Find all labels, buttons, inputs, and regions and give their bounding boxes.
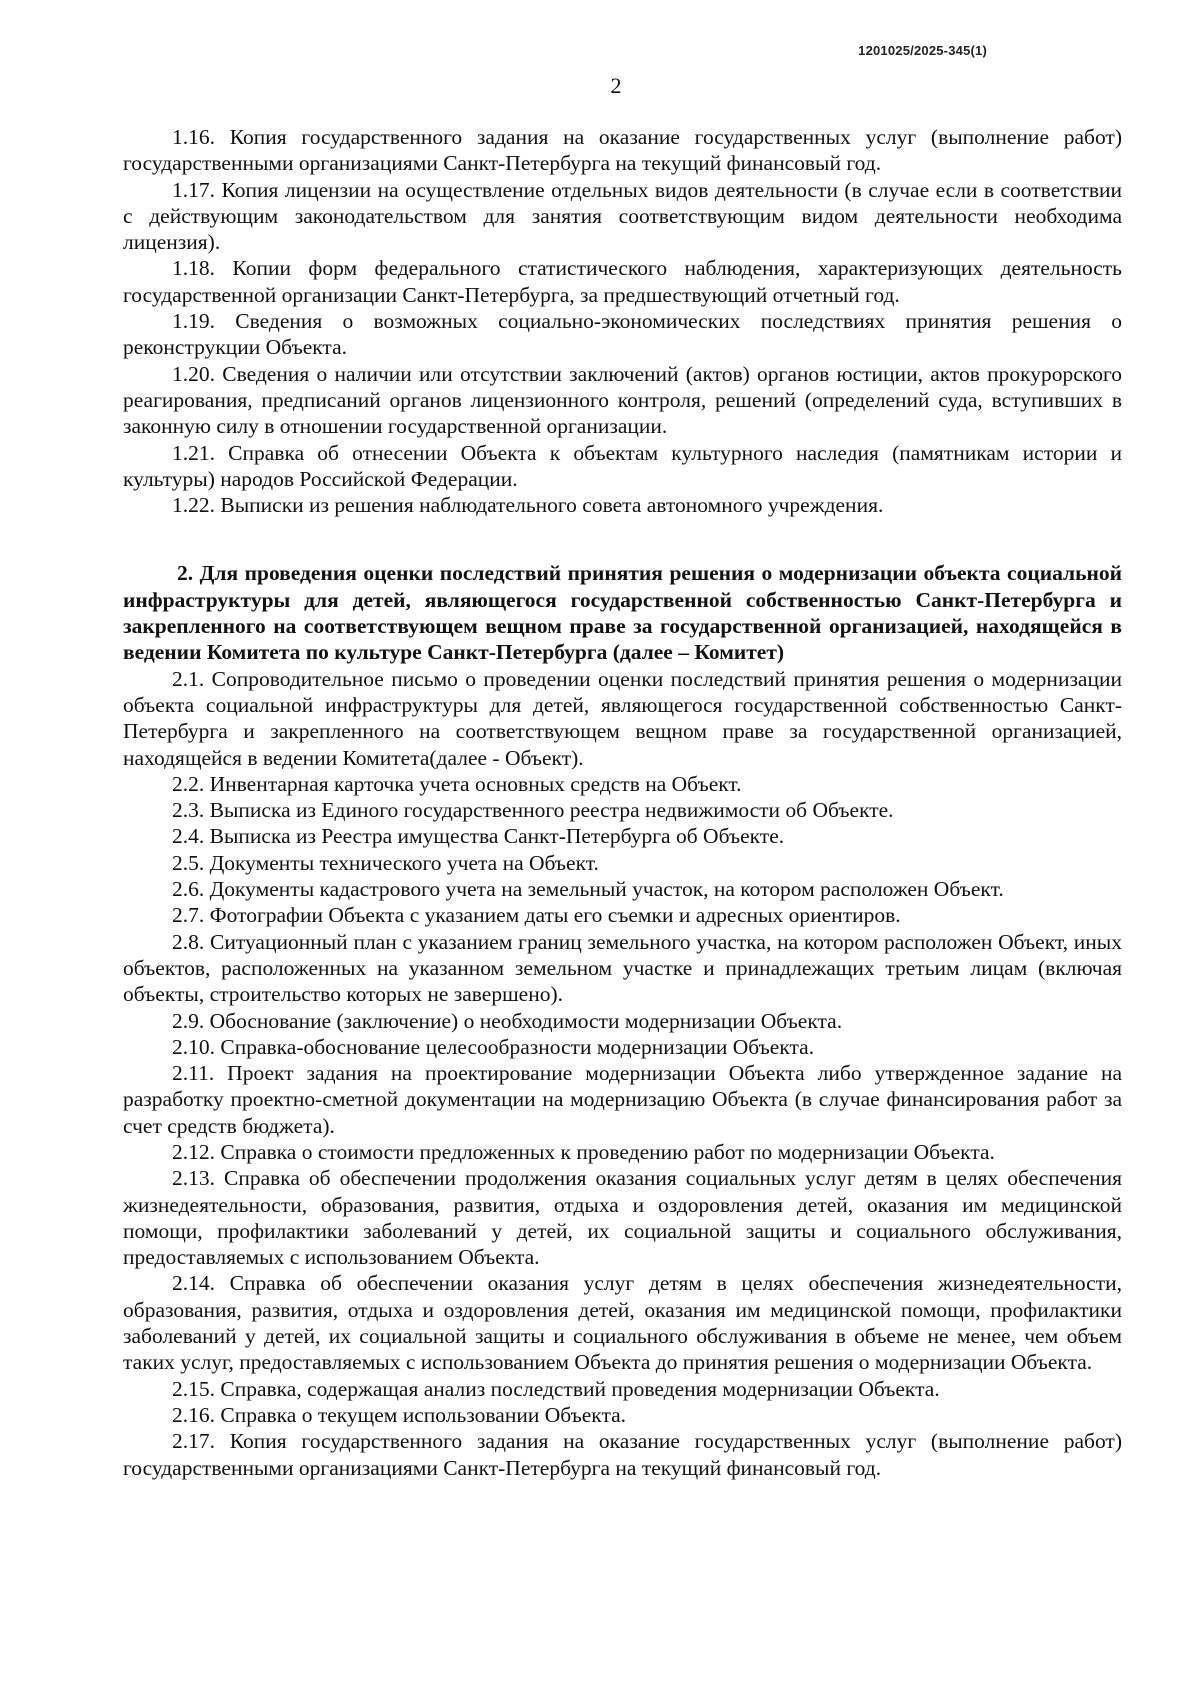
document-id: 1201025/2025-345(1) [858, 43, 987, 58]
list-item-2-8: 2.8. Ситуационный план с указанием границ земельного участка, на котором расположен Объект, иных объектов, расположенных на указанном земельном участке и принадлежащих третьим лицам (включая объекты, строительство которых не завершено). [123, 929, 1122, 1007]
list-item-2-10: 2.10. Справка-обоснование целесообразности модернизации Объекта. [172, 1034, 815, 1059]
list-item-1-20: 1.20. Сведения о наличии или отсутствии заключений (актов) органов юстиции, актов прокурорского реагирования, предписаний органов лицензионного контроля, решений (определений суда, вступивших в законную силу в отношении государственной организации. [123, 361, 1122, 439]
list-item-2-17: 2.17. Копия государственного задания на оказание государственных услуг (выполнение работ) государственными организациями Санкт-Петербурга на текущий финансовый год. [123, 1429, 1122, 1480]
list-item-2-5: 2.5. Документы технического учета на Объект. [172, 850, 599, 875]
list-item-1-22: 1.22. Выписки из решения наблюдательного совета автономного учреждения. [172, 493, 884, 518]
list-item-1-17: 1.17. Копия лицензии на осуществление отдельных видов деятельности (в случае если в соответствии с действующим законодательством для занятия соответствующим видом деятельности необходима лицензия). [123, 177, 1122, 255]
list-item-2-2: 2.2. Инвентарная карточка учета основных средств на Объект. [172, 771, 742, 796]
list-item-2-6: 2.6. Документы кадастрового учета на земельный участок, на котором расположен Объект. [172, 877, 1004, 902]
list-item-2-13: 2.13. Справка об обеспечении продолжения оказания социальных услуг детям в целях обеспечения жизнедеятельности, образования, развития, отдыха и оздоровления детей, оказания им медицинской помощи, профилактики заболеваний у детей, их социальной защиты и социального обслуживания, предоставляемых с использованием Объекта. [123, 1166, 1122, 1270]
list-item-1-16: 1.16. Копия государственного задания на оказание государственных услуг (выполнение работ) государственными организациями Санкт-Петербурга на текущий финансовый год. [123, 125, 1122, 176]
section-1-list [123, 124, 1122, 518]
section-2-list [123, 666, 1122, 1481]
list-item-1-21: 1.21. Справка об отнесении Объекта к объектам культурного наследия (памятникам истории и культуры) народов Российской Федерации. [123, 440, 1122, 491]
section-spacer [123, 518, 1122, 560]
list-item-2-4: 2.4. Выписка из Реестра имущества Санкт-Петербурга об Объекте. [172, 824, 785, 849]
section-2-heading: 2. Для проведения оценки последствий принятия решения о модернизации объекта социальной инфраструктуры для детей, являющегося государственной собственностью Санкт-Петербурга и закрепленного на соответствующем вещном праве за государственной организацией, находящейся в ведении Комитета по культуре Санкт-Петербурга (далее – Комитет) [123, 561, 1122, 665]
list-item-2-11: 2.11. Проект задания на проектирование модернизации Объекта либо утвержденное задание на разработку проектно-сметной документации на модернизацию Объекта (в случае финансирования работ за счет средств бюджета). [123, 1061, 1122, 1138]
list-item-2-16: 2.16. Справка о текущем использовании Объекта. [172, 1402, 627, 1427]
page-number: 2 [610, 73, 622, 98]
list-item-2-9: 2.9. Обоснование (заключение) о необходимости модернизации Объекта. [172, 1008, 843, 1033]
list-item-2-7: 2.7. Фотографии Объекта с указанием даты его съемки и адресных ориентиров. [172, 903, 901, 928]
list-item-2-3: 2.3. Выписка из Единого государственного реестра недвижимости об Объекте. [172, 798, 894, 823]
list-item-1-19: 1.19. Сведения о возможных социально-экономических последствиях принятия решения о реконструкции Объекта. [123, 309, 1122, 360]
list-item-2-14: 2.14. Справка об обеспечении оказания услуг детям в целях обеспечения жизнедеятельности, образования, развития, отдыха и оздоровления детей, оказания им медицинской помощи, профилактики заболеваний у детей, их социальной защиты и социального обслуживания в объеме не менее, чем объем таких услуг, предоставляемых с использованием Объекта до принятия решения о модернизации Объекта. [123, 1271, 1122, 1375]
list-item-2-12: 2.12. Справка о стоимости предложенных к проведению работ по модернизации Объекта. [172, 1139, 995, 1164]
list-item-1-18: 1.18. Копии форм федерального статистического наблюдения, характеризующих деятельность государственной организации Санкт-Петербурга, за предшествующий отчетный год. [123, 256, 1122, 307]
document-body [123, 124, 1122, 1481]
list-item-2-15: 2.15. Справка, содержащая анализ последствий проведения модернизации Объекта. [172, 1376, 940, 1401]
list-item-2-1: 2.1. Сопроводительное письмо о проведении оценки последствий принятия решения о модернизации объекта социальной инфраструктуры для детей, являющегося государственной собственностью Санкт-Петербурга и закрепленного на соответствующем вещном праве за государственной организацией, находящейся в ведении Комитета(далее - Объект). [123, 666, 1122, 770]
